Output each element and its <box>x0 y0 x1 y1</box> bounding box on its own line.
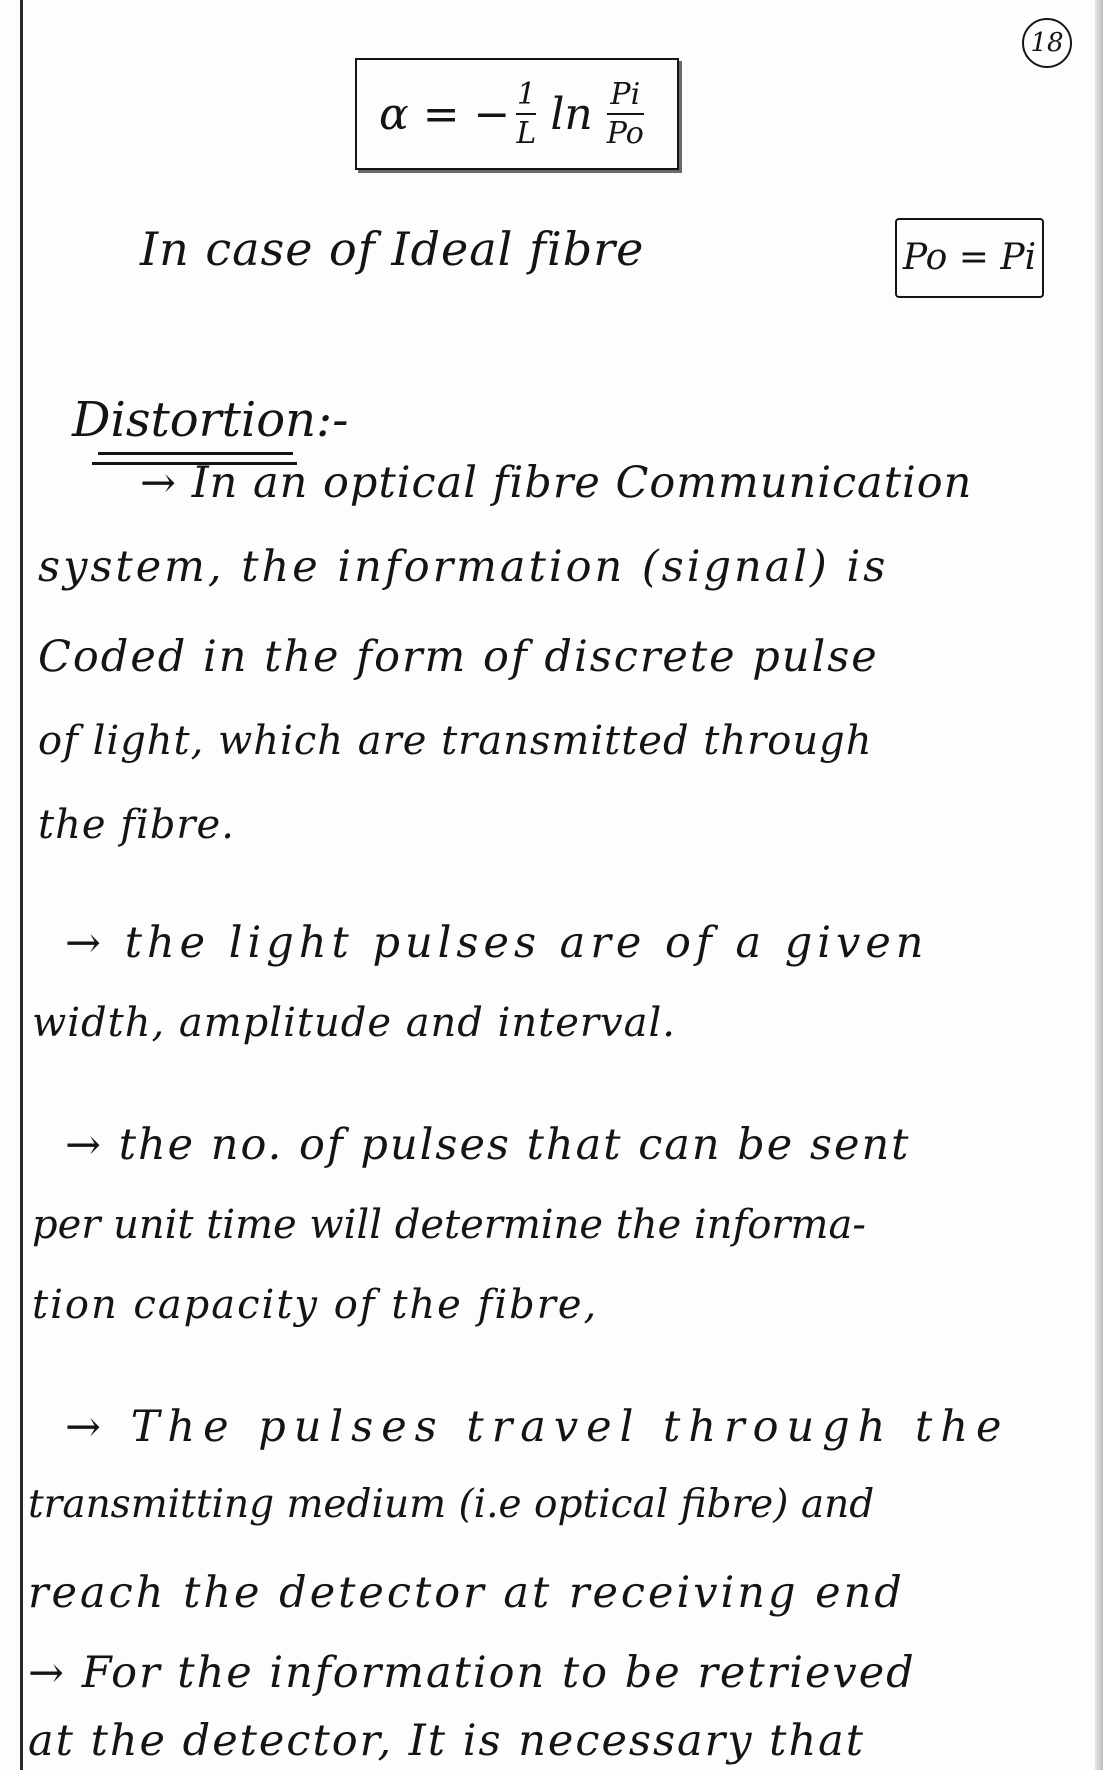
formula-lhs: α = − <box>379 88 511 140</box>
text-line: → The pulses travel through the <box>65 1402 1010 1452</box>
text-line: → In an optical fibre Communication <box>140 458 973 508</box>
text-line: transmitting medium (i.e optical fibre) and <box>28 1482 875 1527</box>
fraction-1-numerator: 1 <box>516 77 536 112</box>
fraction-2-numerator: Pi <box>610 77 641 112</box>
heading-distortion: Distortion:- <box>72 392 349 448</box>
fraction-2-denominator: Po <box>606 116 644 151</box>
attenuation-formula <box>379 60 650 168</box>
text-line: per unit time will determine the informa- <box>32 1202 866 1248</box>
text-line: the fibre. <box>38 802 235 848</box>
formula-fraction-1 <box>516 78 536 150</box>
margin-line <box>20 0 23 1770</box>
formula-ln: ln <box>550 88 593 140</box>
ideal-fibre-text: In case of Ideal fibre <box>140 222 645 276</box>
text-line: reach the detector at receiving end <box>28 1568 905 1618</box>
text-line: → the no. of pulses that can be sent <box>65 1120 911 1170</box>
text-line: → For the information to be retrieved <box>28 1648 916 1698</box>
text-line: → the light pulses are of a given <box>65 918 929 968</box>
text-line: Coded in the form of discrete pulse <box>38 632 879 682</box>
text-line: at the detector, It is necessary that <box>28 1716 866 1766</box>
page-number: 18 <box>1022 18 1072 68</box>
page-edge <box>1095 0 1103 1770</box>
heading-underline-1 <box>98 452 293 455</box>
ideal-fibre-box: Po = Pi <box>895 218 1044 298</box>
formula-fraction-2 <box>607 78 644 150</box>
text-line: of light, which are transmitted through <box>38 718 873 764</box>
text-line: tion capacity of the fibre, <box>32 1282 599 1328</box>
formula-box <box>355 58 679 170</box>
text-line: system, the information (signal) is <box>38 542 889 592</box>
fraction-1-denominator: L <box>516 116 537 151</box>
text-line: width, amplitude and interval. <box>32 1000 677 1046</box>
